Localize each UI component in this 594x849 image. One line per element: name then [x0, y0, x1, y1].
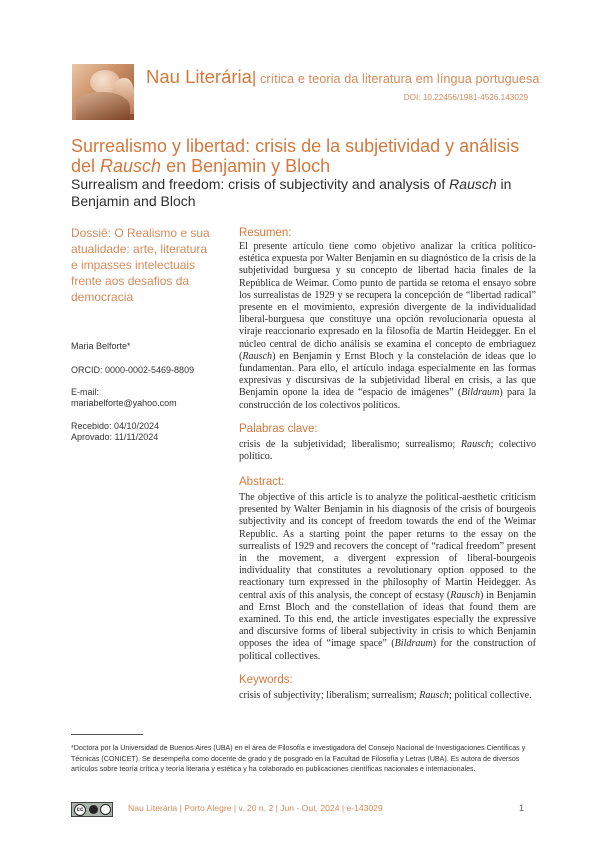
resumen-heading: Resumen: [239, 227, 292, 239]
keywords-heading: Keywords: [239, 674, 293, 686]
person-icon [100, 804, 111, 815]
by-icon [89, 805, 98, 814]
footer-citation: Nau Literária | Porto Alegre | v. 20 n. 2 | Jun - Out, 2024 | e-143029 [128, 803, 383, 813]
resumen-text: El presente artículo tiene como objetivo analizar la crítica político-estética expuesta por Walter Benjamin en su diagnóstico de la crisis de la subjetividad burguesa y su concepto de libertad hacia finales de la República de Weimar. Como punto de partida se retoma el ensayo sobre los surrealistas de 1929 y se recupera la concepción de “libertad radical” presente en el movimiento, expresión divergente de la individualidad liberal-burguesa que constituye una opción revolucionaria opuesta al viraje reaccionario expresado en la filosofía de Martin Heidegger. En el núcleo central de dicho análisis se examina el concepto de embriaguez (Rausch) en Benjamin y Ernst Bloch y la constelación de ideas que lo fundamentan. Para ello, el artículo indaga especialmente en las formas expresivas y discursivas de la subjetividad liberal en crisis, a las que Benjamin opone la idea de “espacio de imágenes” (Bildraum) para la construcción de los colectivos políticos. [239, 241, 537, 411]
author-name: Maria Belforte* [71, 341, 131, 351]
creative-commons-license-icon[interactable] [71, 802, 113, 817]
journal-logo [72, 64, 134, 120]
page-number: 1 [519, 803, 525, 813]
author-footnote: *Doctora por la Universidad de Buenos Aires (UBA) en el área de Filosofía e investigadora del Consejo Nacional de Investigaciones Científicas y Técnicas (CONICET). Se desempeña como docente de grado y de posgrado en la Facultad de Filosofía y Letras (UBA). Es autora de diversos artículos sobre teoría crítica y teoría literaria y estética y ha colaborado en publicaciones científicas nacionales e internacionales. [71, 744, 526, 774]
keywords-text: crisis of subjectivity; liberalism; surrealism; Rausch; political collective. [239, 690, 532, 701]
article-title-english: Surrealism and freedom: crisis of subjectivity and analysis of Rausch in Benjamin and Bloch [71, 176, 512, 209]
article-title-spanish: Surrealismo y libertad: crisis de la subjetividad y análisis del Rausch en Benjamin y Bloch [71, 136, 520, 176]
palabras-clave-heading: Palabras clave: [239, 423, 318, 435]
cc-icon: cc [74, 804, 86, 816]
journal-name: Nau Literária [146, 66, 252, 87]
abstract-text: The objective of this article is to analyze the political-aesthetic criticism presented by Walter Benjamin in his diagnosis of the crisis of bourgeois subjectivity and its concept of freedom towards the end of the Weimar Republic. As a starting point the paper returns to the essay on the surrealists of 1929 and recovers the concept of “radical freedom” present in the movement, a divergent expression of liberal-bourgeois individuality that constitutes a revolutionary option opposed to the reactionary turn expressed in the philosophy of Martin Heidegger. As central axis of this analysis, the concept of ecstasy (Rausch) in Benjamin and Ernst Bloch and the constellation of ideas that found them are examined. To this end, the article investigates especially the expressive and discursive forms of liberal subjectivity in crisis to which Benjamin opposes the idea of “image space” (Bildraum) for the construction of political collectives. [239, 492, 536, 662]
doi[interactable]: DOI: 10.22456/1981-4526.143029 [403, 93, 528, 102]
author-email[interactable]: mariabelforte@yahoo.com [71, 398, 177, 408]
palabras-clave-text: crisis de la subjetividad; liberalismo; surrealismo; Rausch; colectivo político. [239, 439, 536, 463]
orcid[interactable]: ORCID: 0000-0002-5469-8809 [71, 365, 195, 375]
approved-date: Aprovado: 11/11/2024 [71, 432, 159, 442]
journal-subtitle: crítica e teoria da literatura em língua portuguesa [256, 72, 540, 86]
masthead-separator: | [251, 68, 257, 87]
email-label: E-mail: [71, 387, 100, 397]
received-date: Recebido: 04/10/2024 [71, 421, 160, 431]
abstract-heading: Abstract: [239, 476, 285, 488]
journal-masthead [146, 66, 539, 88]
footnote-divider [71, 734, 143, 735]
dossier-title: Dossiê: O Realismo e sua atualidade: arte, literatura e impasses intelectuais frente aos desafios da democracia [71, 226, 210, 304]
